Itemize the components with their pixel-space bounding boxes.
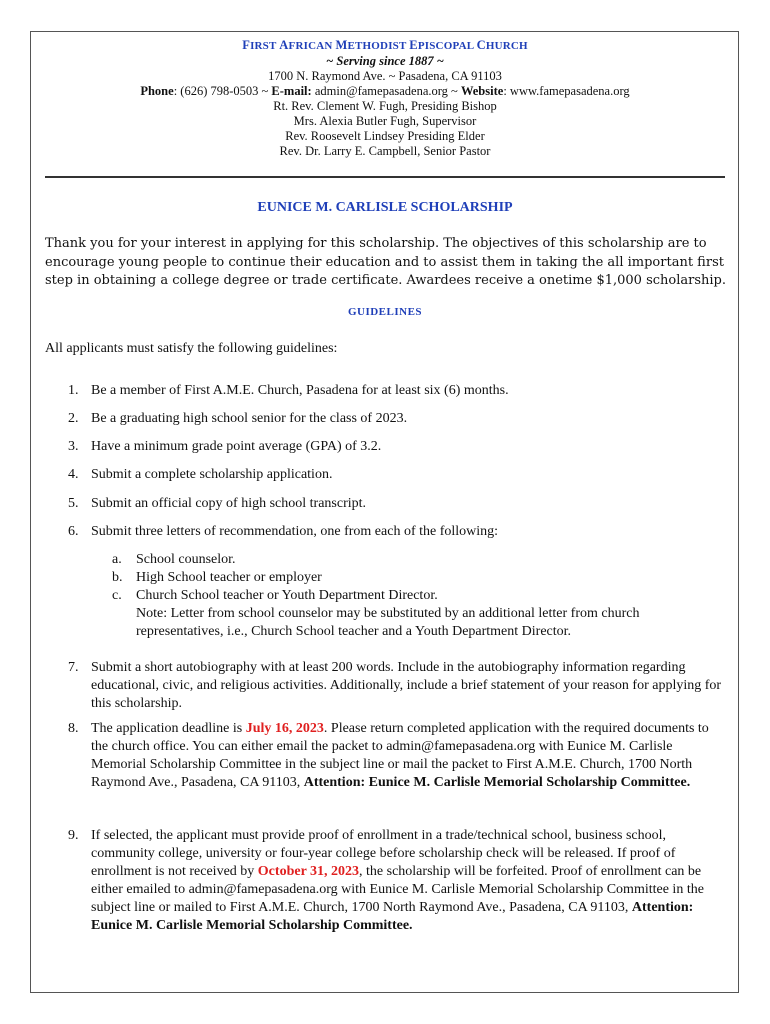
list-item-deadline: 8. The application deadline is July 16, 2023. Please return completed application with the required documents to the church office. You can either email the packet to admin@famepasadena.org with Eunice M. Carlisle Memorial Scholarship Committee in the subject line or mail the packet to First A.M.E. Church, 1700 North Raymond Ave., Pasadena, CA 91103, Attention: Eunice M. Carlisle Memorial Scholarship Committee. [68, 721, 709, 790]
list-item: 3. Have a minimum grade point average (GPA) of 3.2. [68, 439, 382, 454]
church-name: FIRST AFRICAN METHODIST EPISCOPAL CHURCH [242, 38, 528, 52]
header-divider [45, 176, 725, 178]
contact-line [0, 84, 770, 99]
list-item: 7. Submit a short autobiography with at least 200 words. Include in the autobiography information regarding educational, civic, and religious activities. Additionally, include a brief statement of your reason for applying for this scholarship. [68, 660, 722, 711]
guidelines-lead: All applicants must satisfy the following guidelines: [45, 341, 338, 356]
officer-elder: Rev. Roosevelt Lindsey Presiding Elder [285, 129, 485, 143]
list-item: 4. Submit a complete scholarship application. [68, 467, 333, 482]
list-item: 1. Be a member of First A.M.E. Church, Pasadena for at least six (6) months. [68, 383, 509, 398]
serving-since: ~ Serving since 1887 ~ [326, 54, 444, 68]
application-deadline: July 16, 2023 [245, 721, 324, 736]
list-item: 2. Be a graduating high school senior for the class of 2023. [68, 411, 408, 426]
officer-bishop: Rt. Rev. Clement W. Fugh, Presiding Bishop [273, 99, 497, 113]
phone-label: Phone [140, 84, 174, 98]
phone: : (626) 798-0503 ~ [173, 84, 272, 98]
church-address: 1700 N. Raymond Ave. ~ Pasadena, CA 91103 [268, 69, 502, 83]
website: : www.famepasadena.org [503, 84, 630, 98]
sub-list-item: b. High School teacher or employer [112, 570, 322, 585]
sub-list-item: a. School counselor. [112, 552, 236, 567]
list-item-enrollment: 9. If selected, the applicant must provide proof of enrollment in a trade/technical school, business school, community college, university or four-year college before scholarship check will be released. If proof of enrollment is not received by October 31, 2023, the scholarship will be forfeited. Proof of enrollment can be either emailed to admin@famepasadena.org with Eunice M. Carlisle Memorial Scholarship Committee in the subject line or mailed to First A.M.E. Church, 1700 North Raymond Ave., Pasadena, CA 91103, Attention: Eunice M. Carlisle Memorial Scholarship Committee. [68, 828, 704, 933]
intro-paragraph: Thank you for your interest in applying for this scholarship. The objectives of this scholarship are to encourage young people to continue their education and to assist them in taking the all important first step in obtaining a college degree or trade certificate. Awardees receive a onetime $1,000 scholarship. [45, 236, 727, 288]
page-title: EUNICE M. CARLISLE SCHOLARSHIP [257, 200, 513, 215]
list-item: 6. Submit three letters of recommendation, one from each of the following: [68, 524, 499, 539]
attention-line: Attention: Eunice M. Carlisle Memorial Scholarship Committee. [91, 900, 694, 933]
sub-list-item: c. Church School teacher or Youth Department Director. [112, 588, 438, 603]
officer-pastor: Rev. Dr. Larry E. Campbell, Senior Pastor [279, 144, 491, 158]
enrollment-deadline: October 31, 2023 [257, 864, 360, 879]
email-label: E-mail: [271, 84, 312, 98]
email: admin@famepasadena.org ~ [311, 84, 461, 98]
website-label: Website [460, 84, 504, 98]
officer-supervisor: Mrs. Alexia Butler Fugh, Supervisor [293, 114, 477, 128]
guidelines-heading: GUIDELINES [347, 306, 423, 318]
list-item: 5. Submit an official copy of high school transcript. [68, 496, 367, 511]
attention-line: Attention: Eunice M. Carlisle Memorial Scholarship Committee. [303, 775, 691, 790]
sub-list-note: Note: Letter from school counselor may be substituted by an additional letter from church representatives, i.e., Church School teacher and a Youth Department Director. [136, 606, 640, 639]
